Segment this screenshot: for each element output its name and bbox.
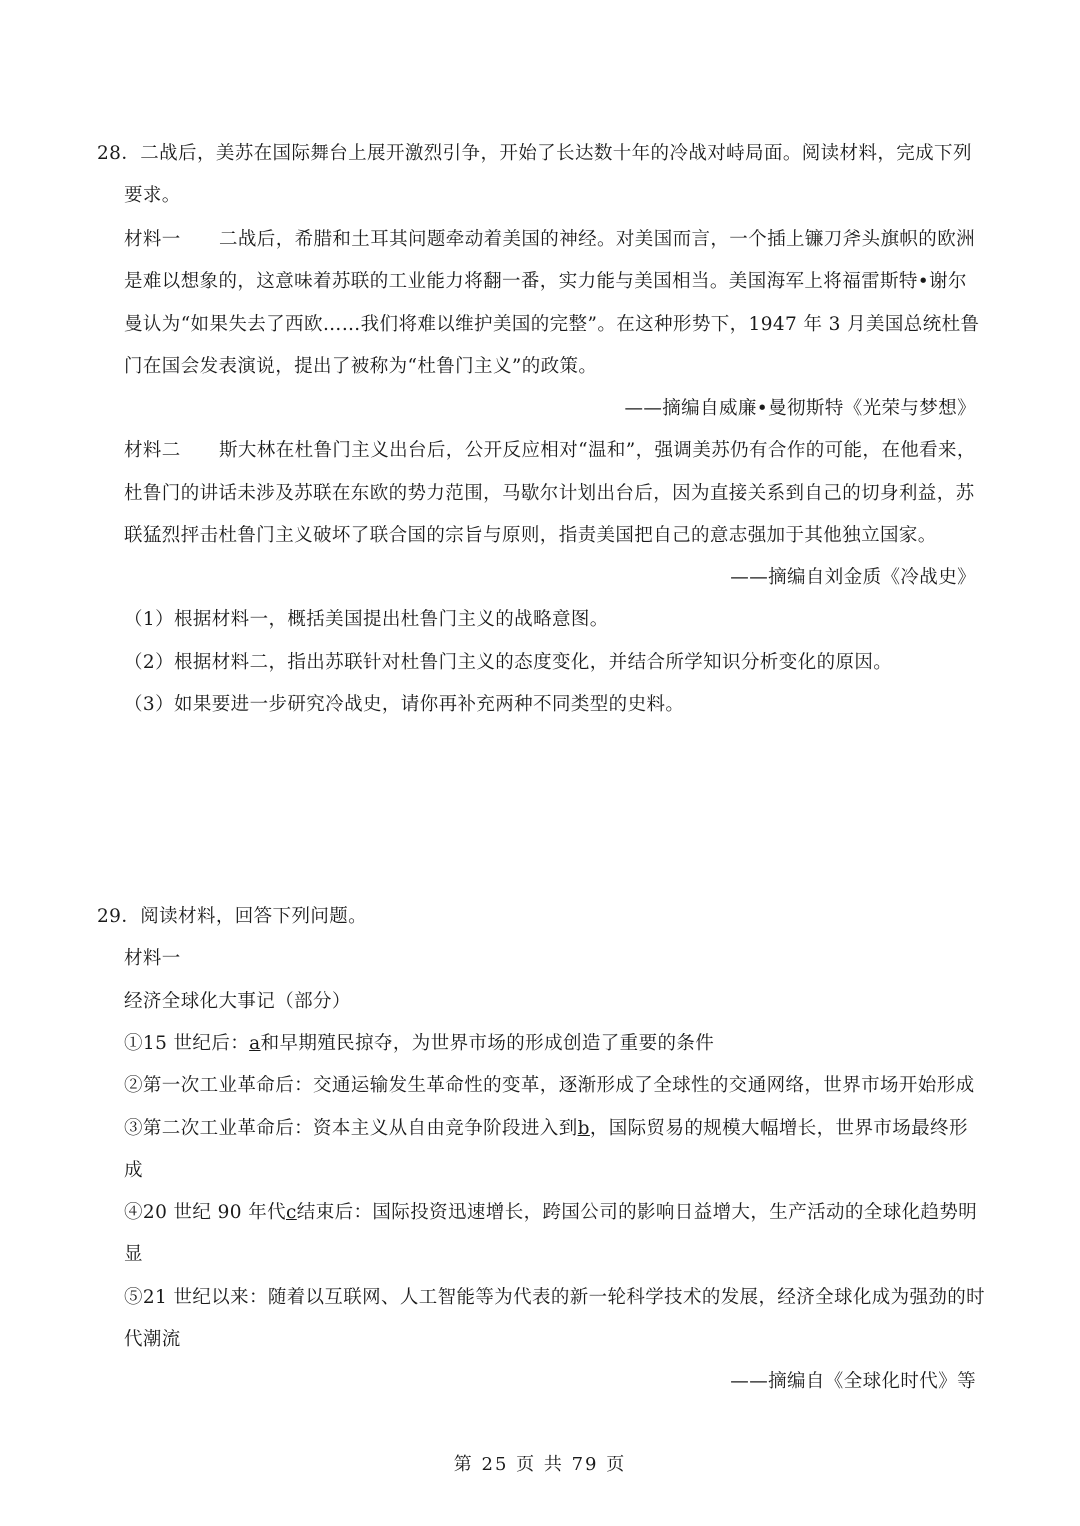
q29-event-4-text: 结束后：国际投资迅速增长，跨国公司的影响日益增大，生产活动的全球化趋势明	[296, 1202, 978, 1223]
q28-material-1-label: 材料一	[124, 229, 181, 250]
q29-event-4-line-2: 显	[124, 1244, 143, 1265]
q28-material-1-line-3: 曼认为“如果失去了西欧……我们将难以维护美国的完整”。在这种形势下，1947 年 3 月美国总统杜鲁	[124, 314, 980, 335]
q28-material-2-line-1	[124, 439, 976, 463]
q28-stem-line-1	[97, 142, 972, 166]
q28-material-1-source: ——摘编自威廉•曼彻斯特《光荣与梦想》	[624, 398, 976, 419]
q28-stem-text: 二战后，美苏在国际舞台上展开激烈引争，开始了长达数十年的冷战对峙局面。阅读材料，完成下列	[140, 143, 972, 164]
q29-event-3-prefix: ③第二次工业革命后：资本主义从自由竞争阶段进入到	[124, 1118, 578, 1139]
q29-event-2: ②第一次工业革命后：交通运输发生革命性的变革，逐渐形成了全球性的交通网络，世界市场开始形成	[124, 1075, 975, 1096]
q28-material-1-text: 二战后，希腊和土耳其问题牵动着美国的神经。对美国而言，一个插上镰刀斧头旗帜的欧洲	[219, 229, 976, 250]
page-footer: 第 25 页 共 79 页	[453, 1454, 627, 1475]
q29-stem-text: 阅读材料，回答下列问题。	[140, 906, 368, 927]
q29-event-3-text: ，国际贸易的规模大幅增长，世界市场最终形	[589, 1118, 968, 1139]
q29-event-3-line-1	[124, 1117, 968, 1141]
q29-number: 29．	[97, 906, 141, 927]
q28-subquestion-2: （2）根据材料二，指出苏联针对杜鲁门主义的态度变化，并结合所学知识分析变化的原因。	[124, 652, 893, 673]
q29-event-3-line-2: 成	[124, 1160, 143, 1181]
q29-event-1	[124, 1032, 714, 1056]
q29-event-4-prefix: ④20 世纪 90 年代	[124, 1202, 287, 1223]
q29-material-1-label: 材料一	[124, 948, 181, 969]
q28-material-1-line-1	[124, 228, 975, 252]
q29-blank-c: c	[286, 1202, 297, 1223]
q29-event-1-prefix: ①15 世纪后：	[124, 1033, 250, 1054]
q28-subquestion-1: （1）根据材料一，概括美国提出杜鲁门主义的战略意图。	[124, 609, 609, 630]
q28-material-2-source: ——摘编自刘金质《冷战史》	[730, 567, 976, 588]
q28-material-1-line-4: 门在国会发表演说，提出了被称为“杜鲁门主义”的政策。	[124, 356, 598, 377]
q29-blank-a: a	[249, 1033, 261, 1054]
q28-material-2-line-2: 杜鲁门的讲话未涉及苏联在东欧的势力范围，马歇尔计划出台后，因为直接关系到自己的切身利益，苏	[124, 483, 975, 504]
q29-event-5-line-1: ⑤21 世纪以来：随着以互联网、人工智能等为代表的新一轮科学技术的发展，经济全球化成为强劲的时	[124, 1287, 985, 1308]
q29-event-1-text: 和早期殖民掠夺，为世界市场的形成创造了重要的条件	[260, 1033, 715, 1054]
q29-stem	[97, 905, 367, 929]
q28-material-2-text: 斯大林在杜鲁门主义出台后，公开反应相对“温和”，强调美苏仍有合作的可能，在他看来，	[219, 440, 976, 461]
q28-stem-line-2: 要求。	[124, 185, 181, 206]
q29-chronicle-title: 经济全球化大事记（部分）	[124, 991, 351, 1012]
q28-number: 28．	[97, 143, 141, 164]
q29-source: ——摘编自《全球化时代》等	[730, 1371, 976, 1392]
q29-blank-b: b	[577, 1118, 590, 1139]
q29-event-5-line-2: 代潮流	[124, 1329, 181, 1350]
q28-material-1-line-2: 是难以想象的，这意味着苏联的工业能力将翻一番，实力能与美国相当。美国海军上将福雷斯特•谢尔	[124, 271, 967, 292]
q28-subquestion-3: （3）如果要进一步研究冷战史，请你再补充两种不同类型的史料。	[124, 694, 685, 715]
q28-material-2-line-3: 联猛烈抨击杜鲁门主义破坏了联合国的宗旨与原则，指责美国把自己的意志强加于其他独立国家。	[124, 525, 937, 546]
q28-material-2-label: 材料二	[124, 440, 181, 461]
q29-event-4-line-1	[124, 1201, 977, 1225]
